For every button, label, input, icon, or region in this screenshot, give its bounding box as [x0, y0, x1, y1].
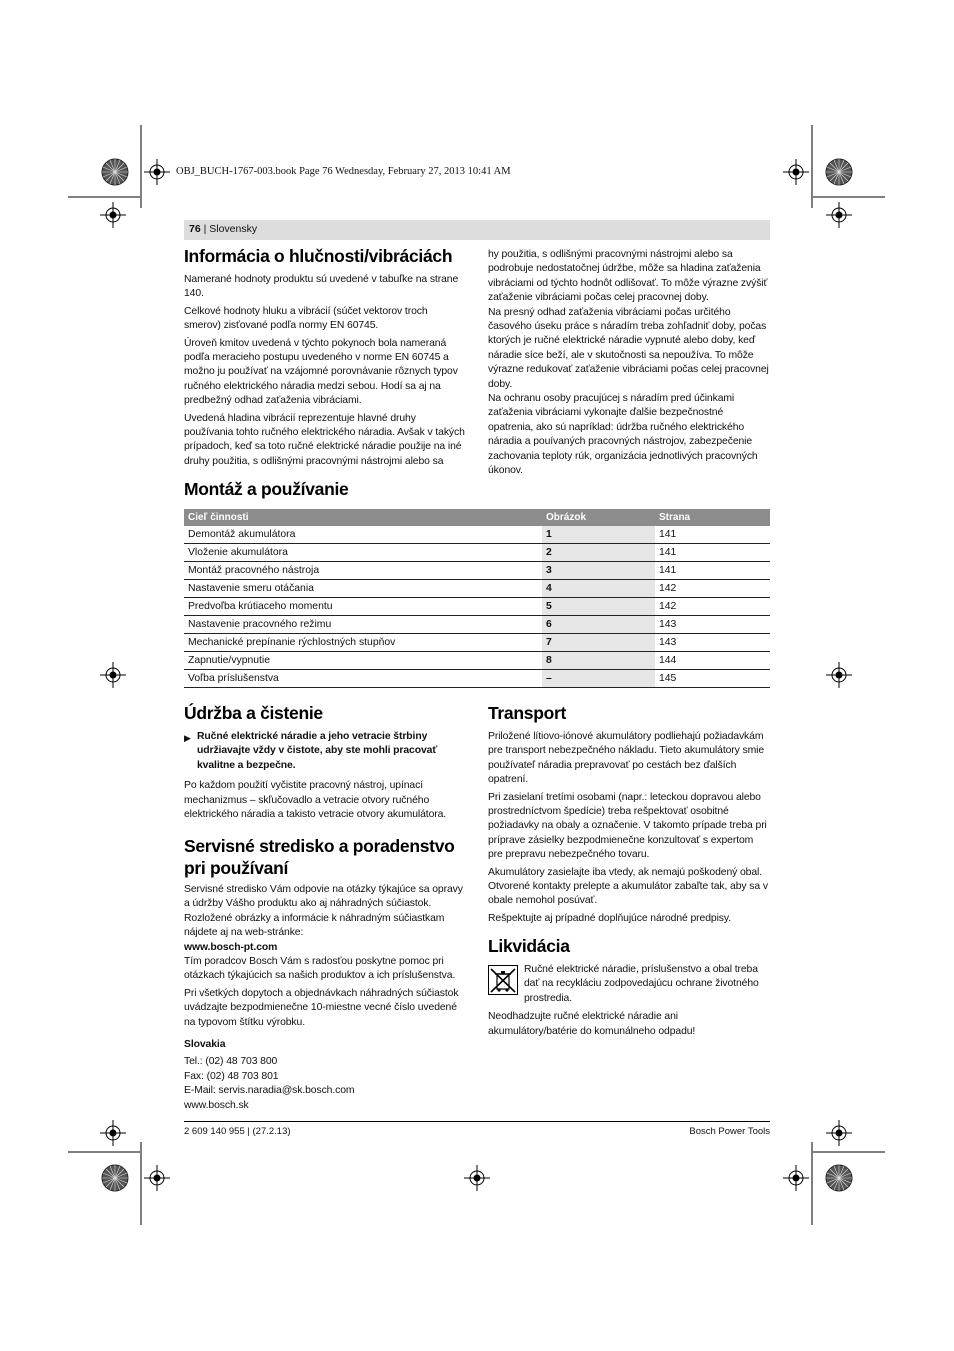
- disposal-column: [488, 963, 770, 1042]
- cell-page: 143: [655, 634, 770, 652]
- service-website-link[interactable]: www.bosch-pt.com: [184, 941, 278, 953]
- cell-task: Voľba príslušenstva: [184, 670, 542, 688]
- disposal-paragraph-2: Neodhadzujte ručné elektrické náradie ani akumulátory/batérie do komunálneho odpadu!: [488, 1011, 696, 1037]
- table-row: [184, 652, 770, 670]
- cell-figure: 6: [542, 616, 655, 634]
- noise-left-column: [184, 273, 466, 473]
- service-country: Slovakia: [184, 1039, 226, 1051]
- table-body: [184, 526, 770, 688]
- maintenance-column: [184, 730, 466, 825]
- cell-task: Nastavenie smeru otáčania: [184, 580, 542, 598]
- assembly-table: [184, 509, 770, 688]
- transport-paragraph-3: Akumulátory zasielajte iba vtedy, ak nemajú poškodený obal. Otvorené kontakty prelepte a akumulátor zabaľte tak, aby sa v obale nemohol posúvať.: [488, 866, 768, 907]
- noise-paragraph-6: Na ochranu osoby pracujúcej s náradím pred účinkami zaťaženia vibráciami vykonajte ďalšie bezpečnostné opatrenia, ako sú napríklad: údržba ručného elektrického náradia a pouívaných pracovných nástrojov, zabezpečenie zachovania teploty rúk, organizácia jednotlivých pracovných úkonov.: [488, 393, 758, 477]
- service-web[interactable]: www.bosch.sk: [184, 1099, 249, 1111]
- cell-figure: –: [542, 670, 655, 688]
- table-row: [184, 526, 770, 544]
- table-header-row: [184, 509, 770, 526]
- cell-page: 143: [655, 616, 770, 634]
- transport-column: [488, 730, 770, 929]
- page-header: [189, 223, 257, 235]
- service-email[interactable]: E-Mail: servis.naradia@sk.bosch.com: [184, 1085, 355, 1097]
- cell-figure: 5: [542, 598, 655, 616]
- cell-task: Demontáž akumulátora: [184, 526, 542, 544]
- triangle-bullet-icon: ▶: [184, 733, 191, 743]
- service-title: [184, 835, 455, 879]
- cell-page: 141: [655, 544, 770, 562]
- maintenance-warning-text: Ručné elektrické náradie a jeho vetracie štrbiny udržiavajte vždy v čistote, aby ste mohli pracovať kvalitne a bezpečne.: [197, 731, 438, 771]
- table-row: [184, 580, 770, 598]
- print-info-line: OBJ_BUCH-1767-003.book Page 76 Wednesday, February 27, 2013 10:41 AM: [176, 166, 511, 177]
- cell-page: 142: [655, 580, 770, 598]
- service-title-line-2: pri používaní: [184, 858, 289, 878]
- column-header-figure: Obrázok: [542, 509, 655, 526]
- cell-page: 144: [655, 652, 770, 670]
- service-paragraph-1: Servisné stredisko Vám odpovie na otázky týkajúce sa opravy a údržby Vášho produktu ako aj náhradných súčiastok. Rozložené obrázky a informácie k náhradným súčiastkam nájdete aj na web-stránke:: [184, 884, 463, 939]
- service-tel: Tel.: (02) 48 703 800: [184, 1056, 278, 1068]
- page-number: 76: [189, 223, 201, 235]
- cell-task: Mechanické prepínanie rýchlostných stupňov: [184, 634, 542, 652]
- table-row: [184, 670, 770, 688]
- column-header-task: Cieľ činnosti: [184, 509, 542, 526]
- crossed-bin-icon: [488, 965, 518, 995]
- service-fax: Fax: (02) 48 703 801: [184, 1070, 279, 1082]
- table-row: [184, 616, 770, 634]
- cell-figure: 4: [542, 580, 655, 598]
- cell-figure: 2: [542, 544, 655, 562]
- header-separator: |: [200, 223, 210, 235]
- cell-figure: 3: [542, 562, 655, 580]
- disposal-title: Likvidácia: [488, 936, 570, 956]
- transport-title: Transport: [488, 703, 567, 723]
- footer-brand: Bosch Power Tools: [689, 1126, 770, 1137]
- cell-figure: 8: [542, 652, 655, 670]
- footer-rule: [184, 1121, 770, 1122]
- cell-page: 142: [655, 598, 770, 616]
- cell-task: Zapnutie/vypnutie: [184, 652, 542, 670]
- maintenance-warning: [184, 730, 466, 773]
- transport-paragraph-4: Rešpektujte aj prípadné doplňujúce národné predpisy.: [488, 912, 731, 924]
- cell-task: Vloženie akumulátora: [184, 544, 542, 562]
- disposal-paragraph-1: Ručné elektrické náradie, príslušenstvo a obal treba dať na recykláciu zodpovedajúcu ochrane životného prostredia.: [524, 964, 759, 1004]
- noise-paragraph-4-continued: hy použitia, s odlišnými pracovnými nástrojmi alebo sa podrobuje nedostatočnej údržbe, môže sa hladina zaťaženia vibráciami od týchto hodnôt odlišovať. To môže výrazne zvýšiť zaťaženie vibráciami počas celej pracovnej doby.: [488, 249, 768, 304]
- table-row: [184, 562, 770, 580]
- footer-doc-number: 2 609 140 955 | (27.2.13): [184, 1126, 291, 1137]
- maintenance-title: Údržba a čistenie: [184, 703, 323, 723]
- table-row: [184, 634, 770, 652]
- service-column: [184, 883, 466, 1113]
- noise-paragraph-1: Namerané hodnoty produktu sú uvedené v tabuľke na strane 140.: [184, 274, 459, 300]
- maintenance-paragraph: Po každom použití vyčistite pracovný nástroj, upínací mechanizmus – skľučovadlo a vetracie otvory ručného elektrického náradia a takisto vetracie otvory akumulátora.: [184, 780, 447, 821]
- noise-paragraph-4: Uvedená hladina vibrácií reprezentuje hlavné druhy používania tohto ručného elektrického náradia. Avšak v takých prípadoch, keď sa toto ručné elektrické náradie použije na iné druhy použitia, s odlišnými pracovnými nástrojmi alebo sa: [184, 412, 465, 467]
- noise-paragraph-3: Úroveň kmitov uvedená v týchto pokynoch bola nameraná podľa meracieho postupu uvedeného v norme EN 60745 a možno ju používať na vzájomné porovnávanie rôznych typov ručného elektrického náradia medzi sebou. Hodí sa aj na predbežný odhad zaťaženia vibráciami.: [184, 337, 458, 407]
- service-title-line-1: Servisné stredisko a poradenstvo: [184, 836, 455, 856]
- cell-task: Nastavenie pracovného režimu: [184, 616, 542, 634]
- cell-task: Predvoľba krútiaceho momentu: [184, 598, 542, 616]
- cell-page: 141: [655, 562, 770, 580]
- disposal-recycle-block: [488, 963, 770, 1006]
- transport-paragraph-1: Priložené lítiovo-iónové akumulátory podliehajú požiadavkám pre transport nebezpečného nákladu. Tieto akumulátory smie používateľ náradia prepravovať po cestách bez ďalších opatrení.: [488, 731, 765, 786]
- table-row: [184, 598, 770, 616]
- transport-paragraph-2: Pri zasielaní tretími osobami (napr.: leteckou dopravou alebo prostredníctvom špedície) treba rešpektovať osobitné požiadavky na obaly a označenie. V takomto prípade treba pri príprave zásielky bezpodmienečne konzultovať s expertom pre prepravu nebezpečného tovaru.: [488, 791, 767, 861]
- cell-page: 141: [655, 526, 770, 544]
- noise-right-column: [488, 248, 770, 479]
- header-bar: [184, 220, 770, 240]
- cell-figure: 7: [542, 634, 655, 652]
- assembly-title: Montáž a používanie: [184, 479, 349, 499]
- noise-title: Informácia o hlučnosti/vibráciách: [184, 246, 453, 266]
- service-paragraph-2: Tím poradcov Bosch Vám s radosťou poskytne pomoc pri otázkach týkajúcich sa našich produktov a ich príslušenstva.: [184, 956, 456, 982]
- table-row: [184, 544, 770, 562]
- service-paragraph-3: Pri všetkých dopytoch a objednávkach náhradných súčiastok uvádzajte bezpodmienečne 10-miestne vecné číslo uvedené na typovom štítku výrobku.: [184, 987, 459, 1028]
- noise-paragraph-2: Celkové hodnoty hluku a vibrácií (súčet vektorov troch smerov) zisťované podľa normy EN 60745.: [184, 305, 428, 332]
- noise-paragraph-5: Na presný odhad zaťaženia vibráciami počas určitého časového úseku práce s náradím treba zohľadniť doby, počas ktorých je ručné elektrické náradie vypnuté alebo doby, keď náradie síce beží, ale v skutočnosti sa nepoužíva. To môže výrazne redukovať zaťaženie vibráciami počas celej pracovnej doby.: [488, 306, 769, 390]
- header-language: Slovensky: [209, 223, 258, 235]
- cell-page: 145: [655, 670, 770, 688]
- column-header-page: Strana: [655, 509, 770, 526]
- cell-task: Montáž pracovného nástroja: [184, 562, 542, 580]
- cell-figure: 1: [542, 526, 655, 544]
